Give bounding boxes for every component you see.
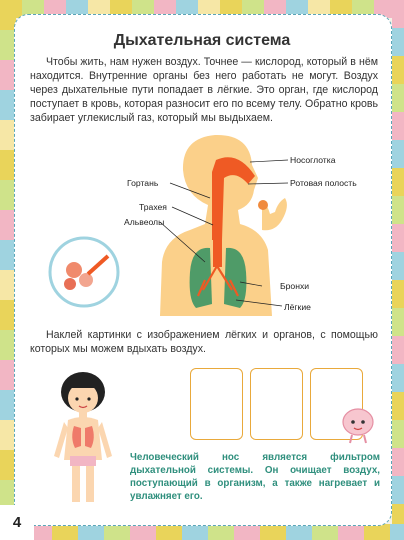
trachea-tube	[213, 205, 222, 267]
alveoli-inset	[50, 238, 118, 306]
girl-illustration	[48, 368, 118, 508]
page-title: Дыхательная система	[113, 32, 291, 49]
label-trachea: Трахея	[139, 202, 167, 212]
label-oral-cavity: Ротовая полость	[290, 178, 357, 188]
label-lungs: Лёгкие	[284, 302, 311, 312]
sticker-slot-1[interactable]	[190, 368, 243, 440]
flower-icon	[258, 200, 268, 210]
label-nasopharynx: Носоглотка	[290, 155, 336, 165]
brain-mascot-icon	[336, 402, 380, 446]
label-bronchi: Бронхи	[280, 281, 310, 291]
label-larynx: Гортань	[127, 178, 159, 188]
intro-paragraph: Чтобы жить, нам нужен воздух. Точнее — кислород, который в нём находится. Внутренние органы без него работать не могут. Воздух через дыхательные пути попадает в лёгкие. Это орган, где кислород поступает в кровь, которая разносит его по всему телу. Обратно кровь забирает углекислый газ, который мы выдыхаем.	[30, 56, 378, 124]
page-number: 4	[0, 505, 34, 540]
decor-strip-bottom	[0, 524, 404, 540]
task-paragraph: Наклей картинки с изображением лёгких и органов, с помощью которых мы можем вдыхать воздух.	[30, 329, 378, 355]
label-alveoli: Альвеолы	[124, 217, 165, 227]
fact-paragraph: Человеческий нос является фильтром дыхательной системы. Он очищает воздух, поступающий в организм, а также нагревает и увлажняет его.	[130, 452, 380, 502]
sticker-slot-2[interactable]	[250, 368, 303, 440]
